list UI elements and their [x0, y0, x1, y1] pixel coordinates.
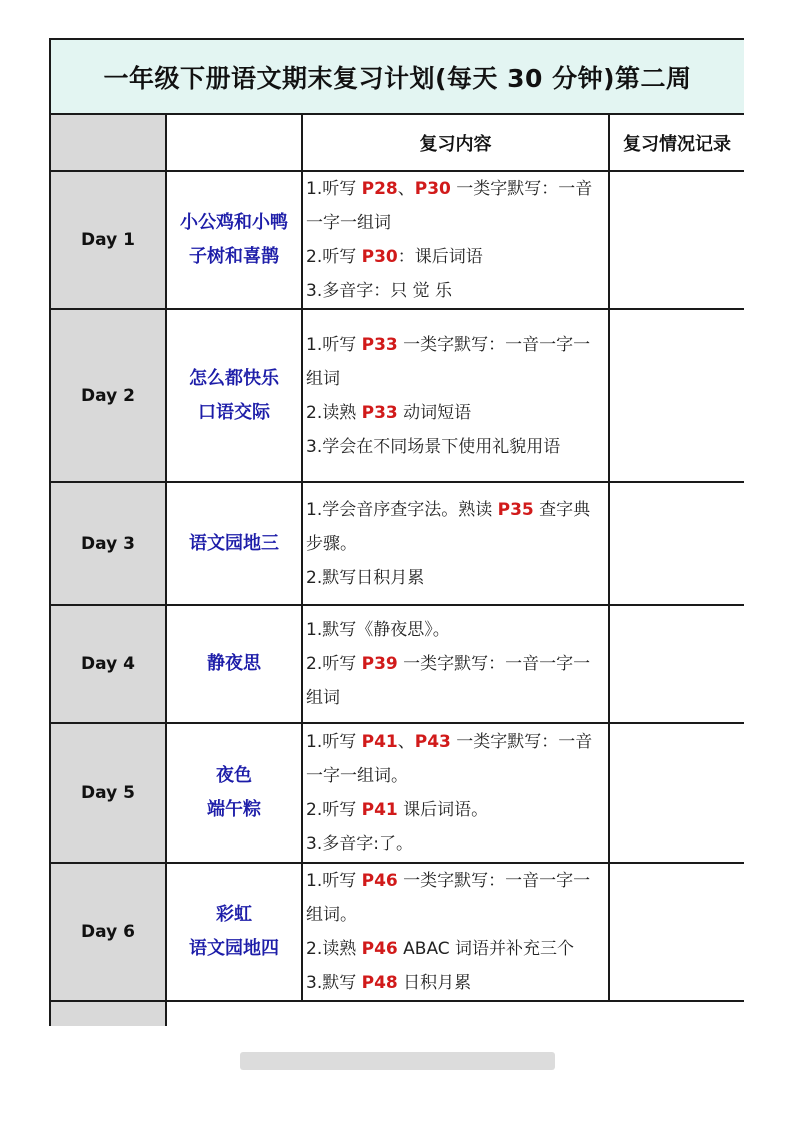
- lesson-titles: [166, 482, 302, 605]
- content-text: 1.默写《静夜思》。: [306, 620, 450, 640]
- page-ref: P46: [361, 871, 398, 891]
- day-row: [50, 171, 744, 309]
- content-text: 3.学会在不同场景下使用礼貌用语: [306, 436, 561, 457]
- content-item: [306, 240, 606, 274]
- cutoff-day-cell: [50, 1001, 166, 1026]
- day-row: [50, 605, 744, 723]
- day-label: Day 2: [50, 309, 166, 482]
- content-item: [306, 328, 606, 396]
- content-item: [306, 172, 606, 240]
- review-plan-sheet: [49, 38, 744, 1026]
- content-text: 1.听写: [306, 179, 362, 199]
- content-text: 、: [397, 179, 415, 199]
- page-ref: P41: [361, 732, 398, 752]
- day-label: Day 3: [50, 482, 166, 605]
- lesson-title: 彩虹: [216, 904, 252, 925]
- lesson-titles: [166, 723, 302, 863]
- content-text: 2.读熟: [306, 939, 362, 959]
- content-item: [306, 932, 606, 966]
- content-text: ：课后词语: [397, 247, 483, 267]
- cutoff-merged-cell: [166, 1001, 744, 1026]
- record-cell[interactable]: [609, 723, 744, 863]
- content-item: [306, 396, 606, 430]
- blurred-watermark: [240, 1052, 555, 1070]
- content-text: 3.多音字：只 觉 乐: [306, 281, 453, 301]
- content-text: 2.听写: [306, 654, 362, 674]
- lesson-title: 夜色: [216, 765, 252, 786]
- content-item: [306, 430, 606, 464]
- day-row: [50, 863, 744, 1001]
- lesson-title: 语文园地三: [189, 532, 279, 554]
- record-cell[interactable]: [609, 605, 744, 723]
- review-content: [302, 723, 609, 863]
- page-ref: P28: [361, 179, 398, 199]
- page-ref: P33: [361, 334, 398, 355]
- content-text: 一类字默写：一音一字一组词。: [306, 871, 591, 925]
- day-label: Day 1: [50, 171, 166, 309]
- page-ref: P30: [414, 179, 451, 199]
- day-row: [50, 309, 744, 482]
- review-content: [302, 605, 609, 723]
- content-text: 1.听写: [306, 334, 362, 355]
- lesson-titles: [166, 171, 302, 309]
- content-text: 日积月累: [397, 973, 472, 993]
- day-row: [50, 723, 744, 863]
- page-ref: P35: [497, 499, 534, 520]
- content-item: [306, 561, 606, 595]
- record-cell[interactable]: [609, 482, 744, 605]
- content-item: [306, 647, 606, 715]
- content-item: [306, 725, 606, 793]
- header-row: [50, 114, 744, 171]
- content-text: 2.听写: [306, 800, 362, 820]
- review-plan-table: [49, 38, 744, 1026]
- content-text: 一类字默写：一音一字一组词。: [306, 732, 593, 786]
- content-text: 3.默写: [306, 973, 362, 993]
- content-text: 1.听写: [306, 732, 362, 752]
- day-row: [50, 482, 744, 605]
- content-text: ABAC 词语并补充三个: [397, 939, 575, 959]
- page-ref: P48: [361, 973, 398, 993]
- content-text: 课后词语。: [397, 800, 489, 820]
- content-item: [306, 864, 606, 932]
- content-text: 查字典步骤。: [306, 499, 591, 554]
- content-text: 2.读熟: [306, 402, 362, 423]
- content-text: 一类字默写：一音一字一组词: [306, 654, 591, 708]
- day-label: Day 5: [50, 723, 166, 863]
- content-item: [306, 613, 606, 647]
- content-text: 一类字默写：一音一字一组词: [306, 179, 593, 233]
- page-ref: P39: [361, 654, 398, 674]
- content-text: 动词短语: [397, 402, 472, 423]
- lesson-title: 口语交际: [198, 401, 270, 423]
- page-ref: P33: [361, 402, 398, 423]
- page-title: 一年级下册语文期末复习计划(每天 30 分钟)第二周: [50, 39, 744, 114]
- lesson-title: 子树和喜鹊: [189, 246, 279, 267]
- lesson-title: 怎么都快乐: [189, 367, 279, 389]
- content-item: [306, 827, 606, 861]
- page-ref: P43: [414, 732, 451, 752]
- cutoff-row: [50, 1001, 744, 1026]
- record-cell[interactable]: [609, 309, 744, 482]
- review-content: [302, 171, 609, 309]
- page-ref: P30: [361, 247, 398, 267]
- page-ref: P46: [361, 939, 398, 959]
- review-content: [302, 482, 609, 605]
- review-content: [302, 863, 609, 1001]
- content-text: 2.默写日积月累: [306, 567, 425, 588]
- day-label: Day 4: [50, 605, 166, 723]
- lesson-titles: [166, 605, 302, 723]
- header-day: [50, 114, 166, 171]
- content-text: 1.听写: [306, 871, 362, 891]
- lesson-title: 语文园地四: [189, 938, 279, 959]
- record-cell[interactable]: [609, 171, 744, 309]
- record-cell[interactable]: [609, 863, 744, 1001]
- content-item: [306, 493, 606, 561]
- lesson-title: 静夜思: [207, 653, 261, 674]
- lesson-titles: [166, 309, 302, 482]
- lesson-titles: [166, 863, 302, 1001]
- content-text: 一类字默写：一音一字一组词: [306, 334, 591, 389]
- content-text: 2.听写: [306, 247, 362, 267]
- header-lesson: [166, 114, 302, 171]
- lesson-title: 端午粽: [207, 799, 261, 820]
- content-item: [306, 274, 606, 308]
- content-text: 3.多音字:了。: [306, 834, 413, 854]
- content-text: 1.学会音序查字法。熟读: [306, 499, 498, 520]
- header-record: 复习情况记录: [609, 114, 744, 171]
- day-label: Day 6: [50, 863, 166, 1001]
- page-ref: P41: [361, 800, 398, 820]
- header-content: 复习内容: [302, 114, 609, 171]
- content-item: [306, 966, 606, 1000]
- content-text: 、: [397, 732, 415, 752]
- review-content: [302, 309, 609, 482]
- content-item: [306, 793, 606, 827]
- lesson-title: 小公鸡和小鸭: [180, 212, 288, 233]
